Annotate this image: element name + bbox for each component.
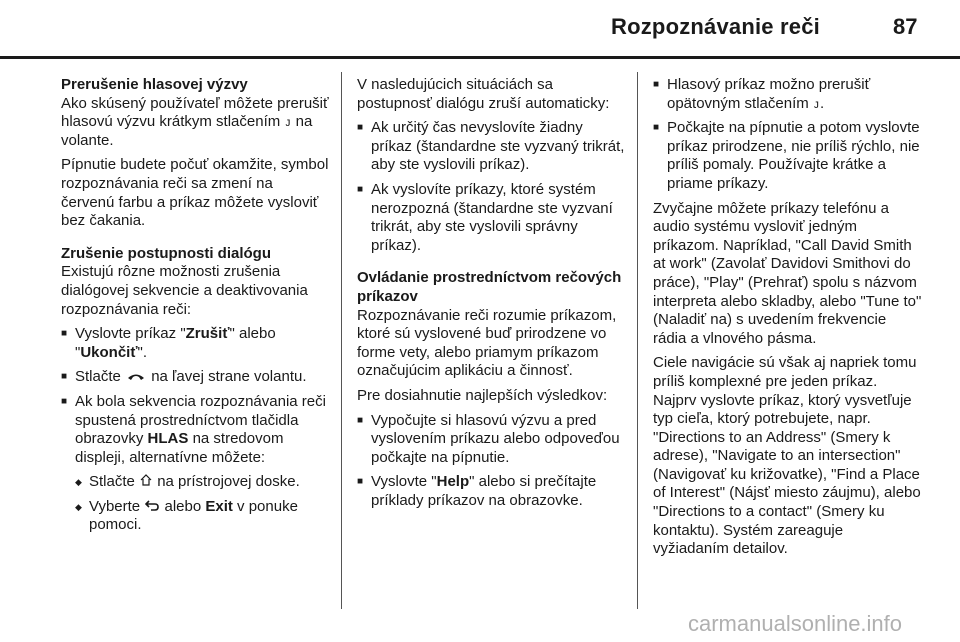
list-item: ■ Ak vyslovíte príkazy, ktoré systém nerozpozná (štandardne ste vyzvaní trikrát, aby ste vyslovili správny príkaz).: [357, 181, 625, 255]
column-2: [357, 76, 625, 510]
paragraph: Existujú rôzne možnosti zrušenia dialógovej sekvencie a deaktivovania rozpoznávania reči:: [61, 263, 308, 318]
section-heading: Prerušenie hlasovej výzvy: [61, 76, 248, 93]
sub-bullet-list: [75, 473, 329, 535]
header-rule: [0, 56, 960, 59]
paragraph: Rozpoznávanie reči rozumie príkazom, ktoré sú vyslovené buď prirodzene vo forme vety, alebo priamym príkazom označujúcim aplikáciu a činnosť.: [357, 306, 617, 380]
list-item: ■ Ak bola sekvencia rozpoznávania reči spustená prostredníctvom tlačidla obrazovky HLAS na stredovom displeji, alternatívne môžete: ◆ Stlačte na prístrojovej doske. ◆ Vyberte alebo Exit v ponuke pomoci.: [61, 393, 329, 535]
paragraph: V nasledujúcich situáciách sa postupnosť dialógu zruší automaticky:: [357, 76, 610, 112]
list-item: ■ Vyslovte príkaz "Zrušiť" alebo "Ukončiť".: [61, 325, 329, 362]
list-item: ■ Stlačte na ľavej strane volantu.: [61, 368, 329, 387]
paragraph: Zvyčajne môžete príkazy telefónu a audio systému vysloviť jedným príkazom. Napríklad, "Call David Smith at work" (Zavolať Davidovi Smithovi do práce), "Play" (Prehrať) spolu s názvom interpreta alebo skladby, alebo "Tune to" (Naladiť na) s uvedením frekvencie rádia a vlnového pásma.: [653, 199, 922, 347]
column-1: [61, 76, 329, 535]
bullet-list: [357, 119, 625, 255]
page-title: Rozpoznávanie reči: [611, 14, 820, 39]
bullet-list: [357, 412, 625, 511]
list-item: ■ Vypočujte si hlasovú výzvu a pred vyslovením príkazu alebo odpoveďou počkajte na pípnutie.: [357, 412, 625, 468]
list-item: ■ Ak určitý čas nevyslovíte žiadny príkaz (štandardne ste vyzvaný trikrát, aby ste vyslovili príkaz).: [357, 119, 625, 175]
paragraph: Pípnutie budete počuť okamžite, symbol rozpoznávania reči sa zmení na červenú farbu a príkaz môžete vysloviť bez čakania.: [61, 156, 329, 230]
bullet-list: [653, 76, 923, 194]
list-item: ◆ Vyberte alebo Exit v ponuke pomoci.: [75, 498, 329, 535]
list-item: ◆ Stlačte na prístrojovej doske.: [75, 473, 329, 492]
column-divider-2: [637, 72, 638, 609]
column-3: [653, 76, 923, 559]
bullet-list: [61, 325, 329, 535]
voice-button-icon: ᴊ: [285, 115, 291, 130]
section-heading: Ovládanie prostredníctvom rečových príkazov: [357, 269, 622, 305]
column-divider-1: [341, 72, 342, 609]
paragraph: Pre dosiahnutie najlepších výsledkov:: [357, 386, 608, 404]
end-call-icon: [125, 368, 147, 387]
section-heading: Zrušenie postupnosti dialógu: [61, 244, 271, 262]
back-arrow-icon: [144, 498, 160, 517]
paragraph: Ako skúsený používateľ môžete prerušiť hlasovú výzvu krátkym stlačením ᴊ na volante.: [61, 94, 329, 149]
page-number: 87: [893, 14, 918, 39]
home-icon: [139, 473, 153, 492]
watermark: carmanualsonline.info: [688, 611, 903, 636]
list-item: ■ Počkajte na pípnutie a potom vyslovte príkaz prirodzene, nie príliš rýchlo, nie príliš pomaly. Používajte krátke a priame príkazy.: [653, 119, 923, 193]
list-item: ■ Hlasový príkaz možno prerušiť opätovným stlačením ᴊ.: [653, 76, 923, 113]
list-item: ■ Vyslovte "Help" alebo si prečítajte príklady príkazov na obrazovke.: [357, 473, 625, 510]
paragraph: Ciele navigácie sú však aj napriek tomu príliš komplexné pre jeden príkaz. Najprv vyslovte príkaz, ktorý vysvetľuje typ cieľa, ktorý potrebujete, napr. "Directions to an Address" (Smery k adrese), "Navigate to an intersection" (Navigovať ku križovatke), "Find a Place of Interest" (Nájsť miesto záujmu), alebo "Directions to a contact" (Smery ku kontaktu). Systém zareaguje vyžiadaním detailov.: [653, 354, 921, 558]
voice-button-icon: ᴊ: [813, 96, 819, 111]
